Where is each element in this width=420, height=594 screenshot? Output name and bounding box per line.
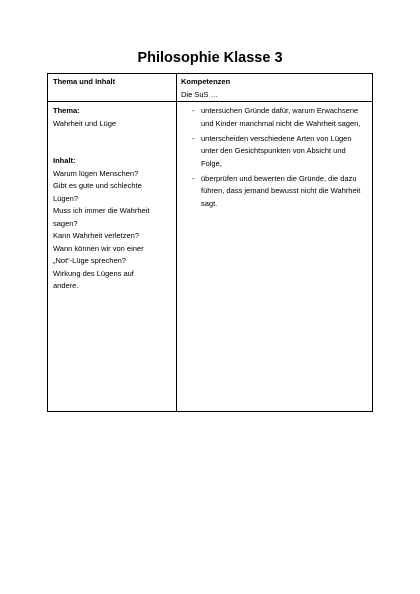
header-kompetenzen: Kompetenzen (181, 77, 231, 86)
bullet-dash: - (192, 173, 195, 183)
inhalt-line: Wirkung des Lügens auf (53, 268, 134, 278)
inhalt-line: Muss ich immer die Wahrheit (53, 206, 150, 215)
kompetenz-line: Folge, (201, 158, 222, 168)
thema-text: Wahrheit und Lüge (53, 118, 117, 128)
inhalt-line: sagen? (53, 218, 78, 228)
column-divider (176, 74, 177, 411)
kompetenz-line: untersuchen Gründe dafür, warum Erwachsene (201, 106, 359, 115)
bullet-dash: - (192, 106, 195, 115)
content-left-cell (53, 105, 171, 293)
header-kompetenzen-cell (181, 76, 230, 101)
inhalt-line: Lügen? (53, 193, 79, 203)
inhalt-line: „Not“-Lüge sprechen? (53, 256, 126, 265)
kompetenz-line: unter den Gesichtspunkten von Absicht und (201, 146, 346, 155)
kompetenzen-list (181, 105, 369, 213)
header-thema-und-inhalt: Thema und Inhalt (53, 77, 116, 86)
kompetenz-text (201, 105, 369, 130)
curriculum-table (47, 73, 373, 412)
kompetenz-item (181, 173, 369, 211)
inhalt-list (53, 168, 171, 293)
header-die-sus: Die SuS … (181, 89, 219, 99)
kompetenz-item (181, 133, 369, 171)
kompetenz-line: und Kinder manchmal nicht die Wahrheit sagen, (201, 118, 361, 128)
bullet-dash: - (192, 133, 195, 143)
inhalt-line: Gibt es gute und schlechte (53, 181, 142, 190)
kompetenz-line: führen, dass jemand bewusst nicht die Wahrheit (201, 186, 361, 195)
kompetenz-line: überprüfen und bewerten die Gründe, die dazu (201, 173, 357, 183)
kompetenz-line: sagt. (201, 198, 218, 208)
inhalt-line: andere. (53, 281, 79, 290)
kompetenz-item (181, 105, 369, 130)
inhalt-line: Kann Wahrheit verletzen? (53, 231, 140, 240)
inhalt-line: Warum lügen Menschen? (53, 168, 139, 178)
kompetenz-line: unterscheiden verschiedene Arten von Lügen (201, 133, 352, 143)
kompetenz-text (201, 133, 369, 171)
page-title: Philosophie Klasse 3 (137, 50, 283, 66)
header-divider (48, 101, 372, 102)
thema-label: Thema: (53, 106, 80, 115)
kompetenz-text (201, 173, 369, 211)
inhalt-label: Inhalt: (53, 156, 76, 165)
inhalt-line: Wann können wir von einer (53, 243, 144, 253)
